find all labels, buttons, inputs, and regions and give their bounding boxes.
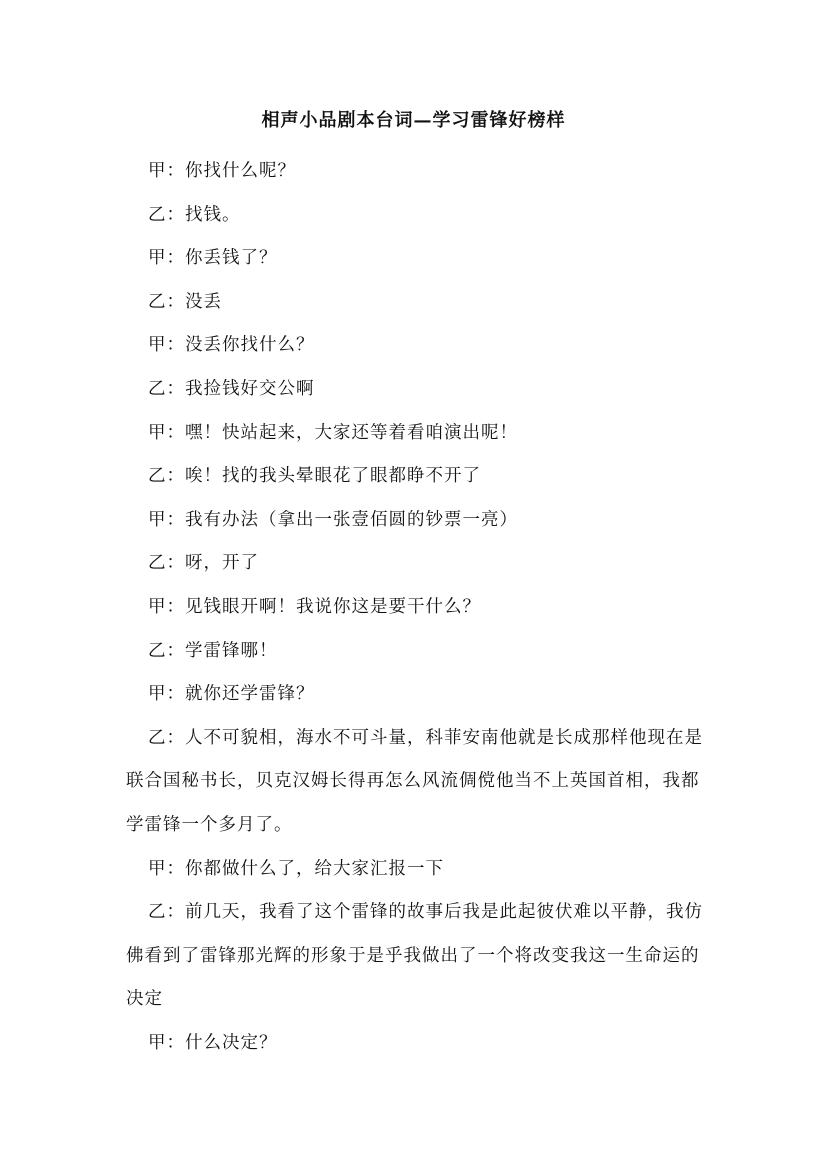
dialogue-line: 甲：我有办法（拿出一张壹佰圆的钞票一亮） (148, 509, 518, 530)
dialogue-line: 甲：嘿！快站起来，大家还等着看咱演出呢！ (148, 422, 518, 443)
dialogue-line: 乙：唉！找的我头晕眼花了眼都睁不开了 (148, 466, 481, 487)
dialogue-line: 乙：没丢 (148, 291, 222, 312)
dialogue-line: 甲：你找什么呢？ (148, 161, 296, 181)
dialogue-line: 甲：没丢你找什么？ (148, 335, 315, 356)
dialogue-line: 乙：找钱。 (148, 204, 241, 225)
dialogue-line: 乙：人不可貌相，海水不可斗量，科菲安南他就是长成那样他现在是联合国秘书长，贝克汉姆长得再怎么风流倜傥他当不上英国首相，我都学雷锋一个多月了。 (126, 727, 703, 835)
dialogue-line: 甲：你都做什么了，给大家汇报一下 (148, 858, 444, 879)
document-body (126, 150, 706, 1065)
dialogue-line: 乙：学雷锋哪！ (148, 640, 278, 661)
dialogue-line: 甲：你丢钱了？ (148, 248, 278, 269)
dialogue-line: 甲：就你还学雷锋？ (148, 684, 315, 705)
dialogue-line: 乙：呀，开了 (148, 553, 259, 574)
dialogue-line: 乙：前几天，我看了这个雷锋的故事后我是此起彼伏难以平静，我仿佛看到了雷锋那光辉的形象于是乎我做出了一个将改变我这一生命运的决定 (126, 902, 703, 1010)
dialogue-line: 甲：见钱眼开啊！我说你这是要干什么？ (148, 596, 481, 617)
document-title: 相声小品剧本台词—学习雷锋好榜样 (261, 110, 566, 131)
dialogue-line: 甲：什么决定？ (148, 1032, 278, 1053)
dialogue-line: 乙：我捡钱好交公啊 (148, 378, 315, 399)
